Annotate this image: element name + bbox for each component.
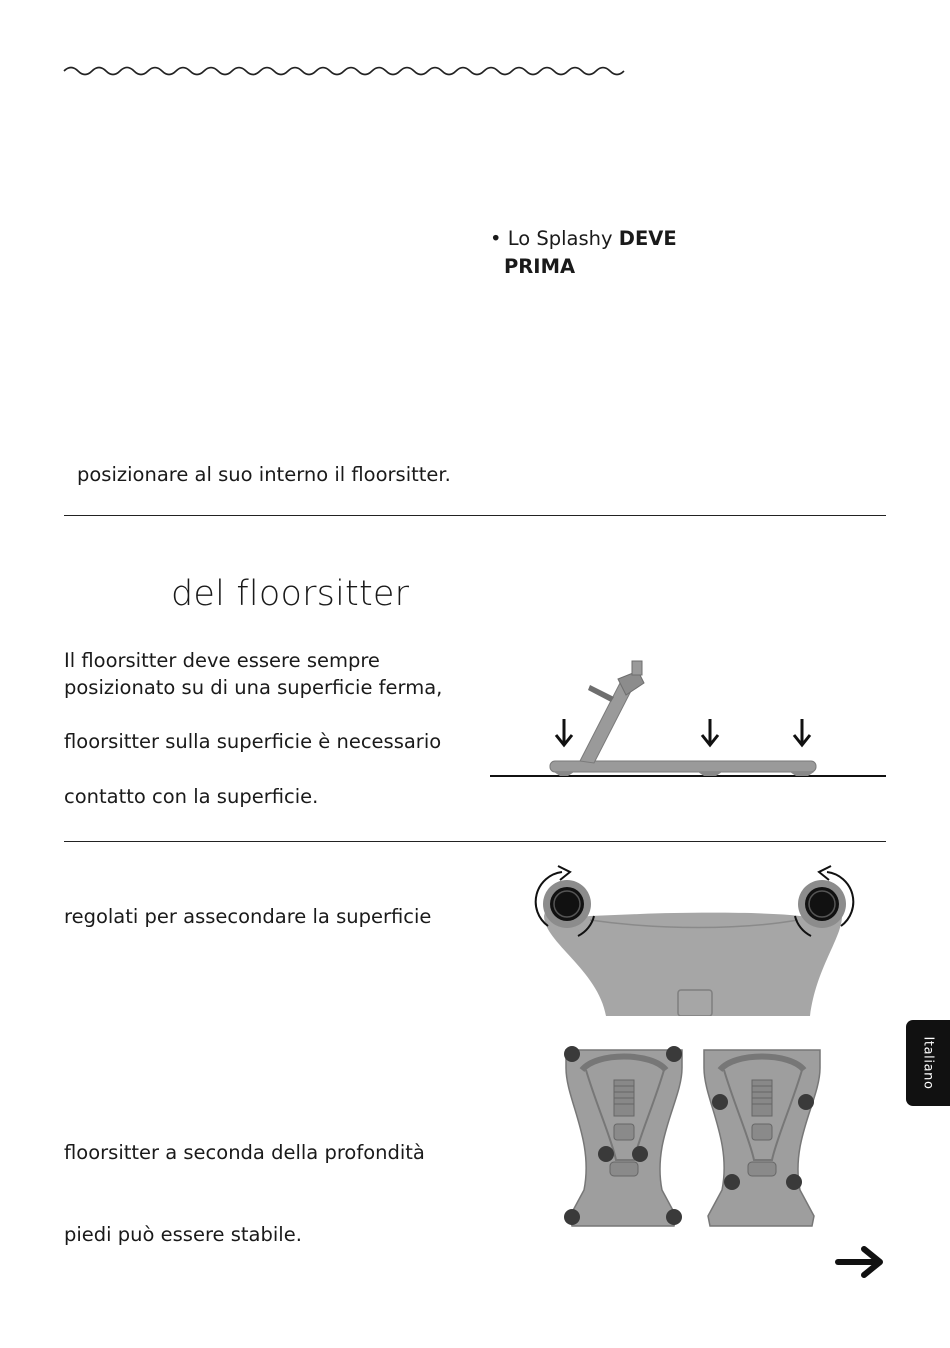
warning-prefix: Lo Splashy: [507, 227, 613, 250]
floorsitter-frames-illustration: [556, 1040, 836, 1236]
section-heading: del floorsitter: [171, 574, 410, 614]
warning-bullet-line: [490, 225, 677, 252]
adjust-line: regolati per assecondare la superficie: [64, 905, 432, 928]
divider-2: [64, 841, 886, 842]
arrow-right-icon[interactable]: [834, 1244, 888, 1280]
depth-line-1: floorsitter a seconda della profondità: [64, 1141, 425, 1164]
floorsitter-line-3: floorsitter sulla superficie è necessario: [64, 730, 442, 753]
language-tab[interactable]: [906, 1020, 950, 1106]
closing-line: posizionare al suo interno il floorsitter.: [77, 463, 451, 486]
floorsitter-line-2: posizionato su di una superficie ferma,: [64, 676, 443, 699]
warning-bold-1: DEVE: [618, 227, 677, 250]
wave-divider-icon: [62, 62, 626, 80]
floorsitter-surface-illustration: [490, 655, 886, 781]
down-arrow-icon: [794, 719, 810, 745]
down-arrow-icon: [556, 719, 572, 745]
floorsitter-line-1: Il floorsitter deve essere sempre: [64, 649, 380, 672]
depth-line-2: piedi può essere stabile.: [64, 1223, 302, 1246]
language-tab-label: Italiano: [920, 1036, 936, 1090]
adjuster-rotation-illustration: [520, 858, 865, 1016]
bullet: •: [490, 227, 502, 250]
floorsitter-line-4: contatto con la superficie.: [64, 785, 319, 808]
warning-bold-2-line: [504, 253, 575, 280]
frame-left: [564, 1046, 682, 1226]
divider-1: [64, 515, 886, 516]
warning-bold-2: PRIMA: [504, 255, 576, 278]
down-arrow-icon: [702, 719, 718, 745]
frame-right: [704, 1050, 820, 1226]
